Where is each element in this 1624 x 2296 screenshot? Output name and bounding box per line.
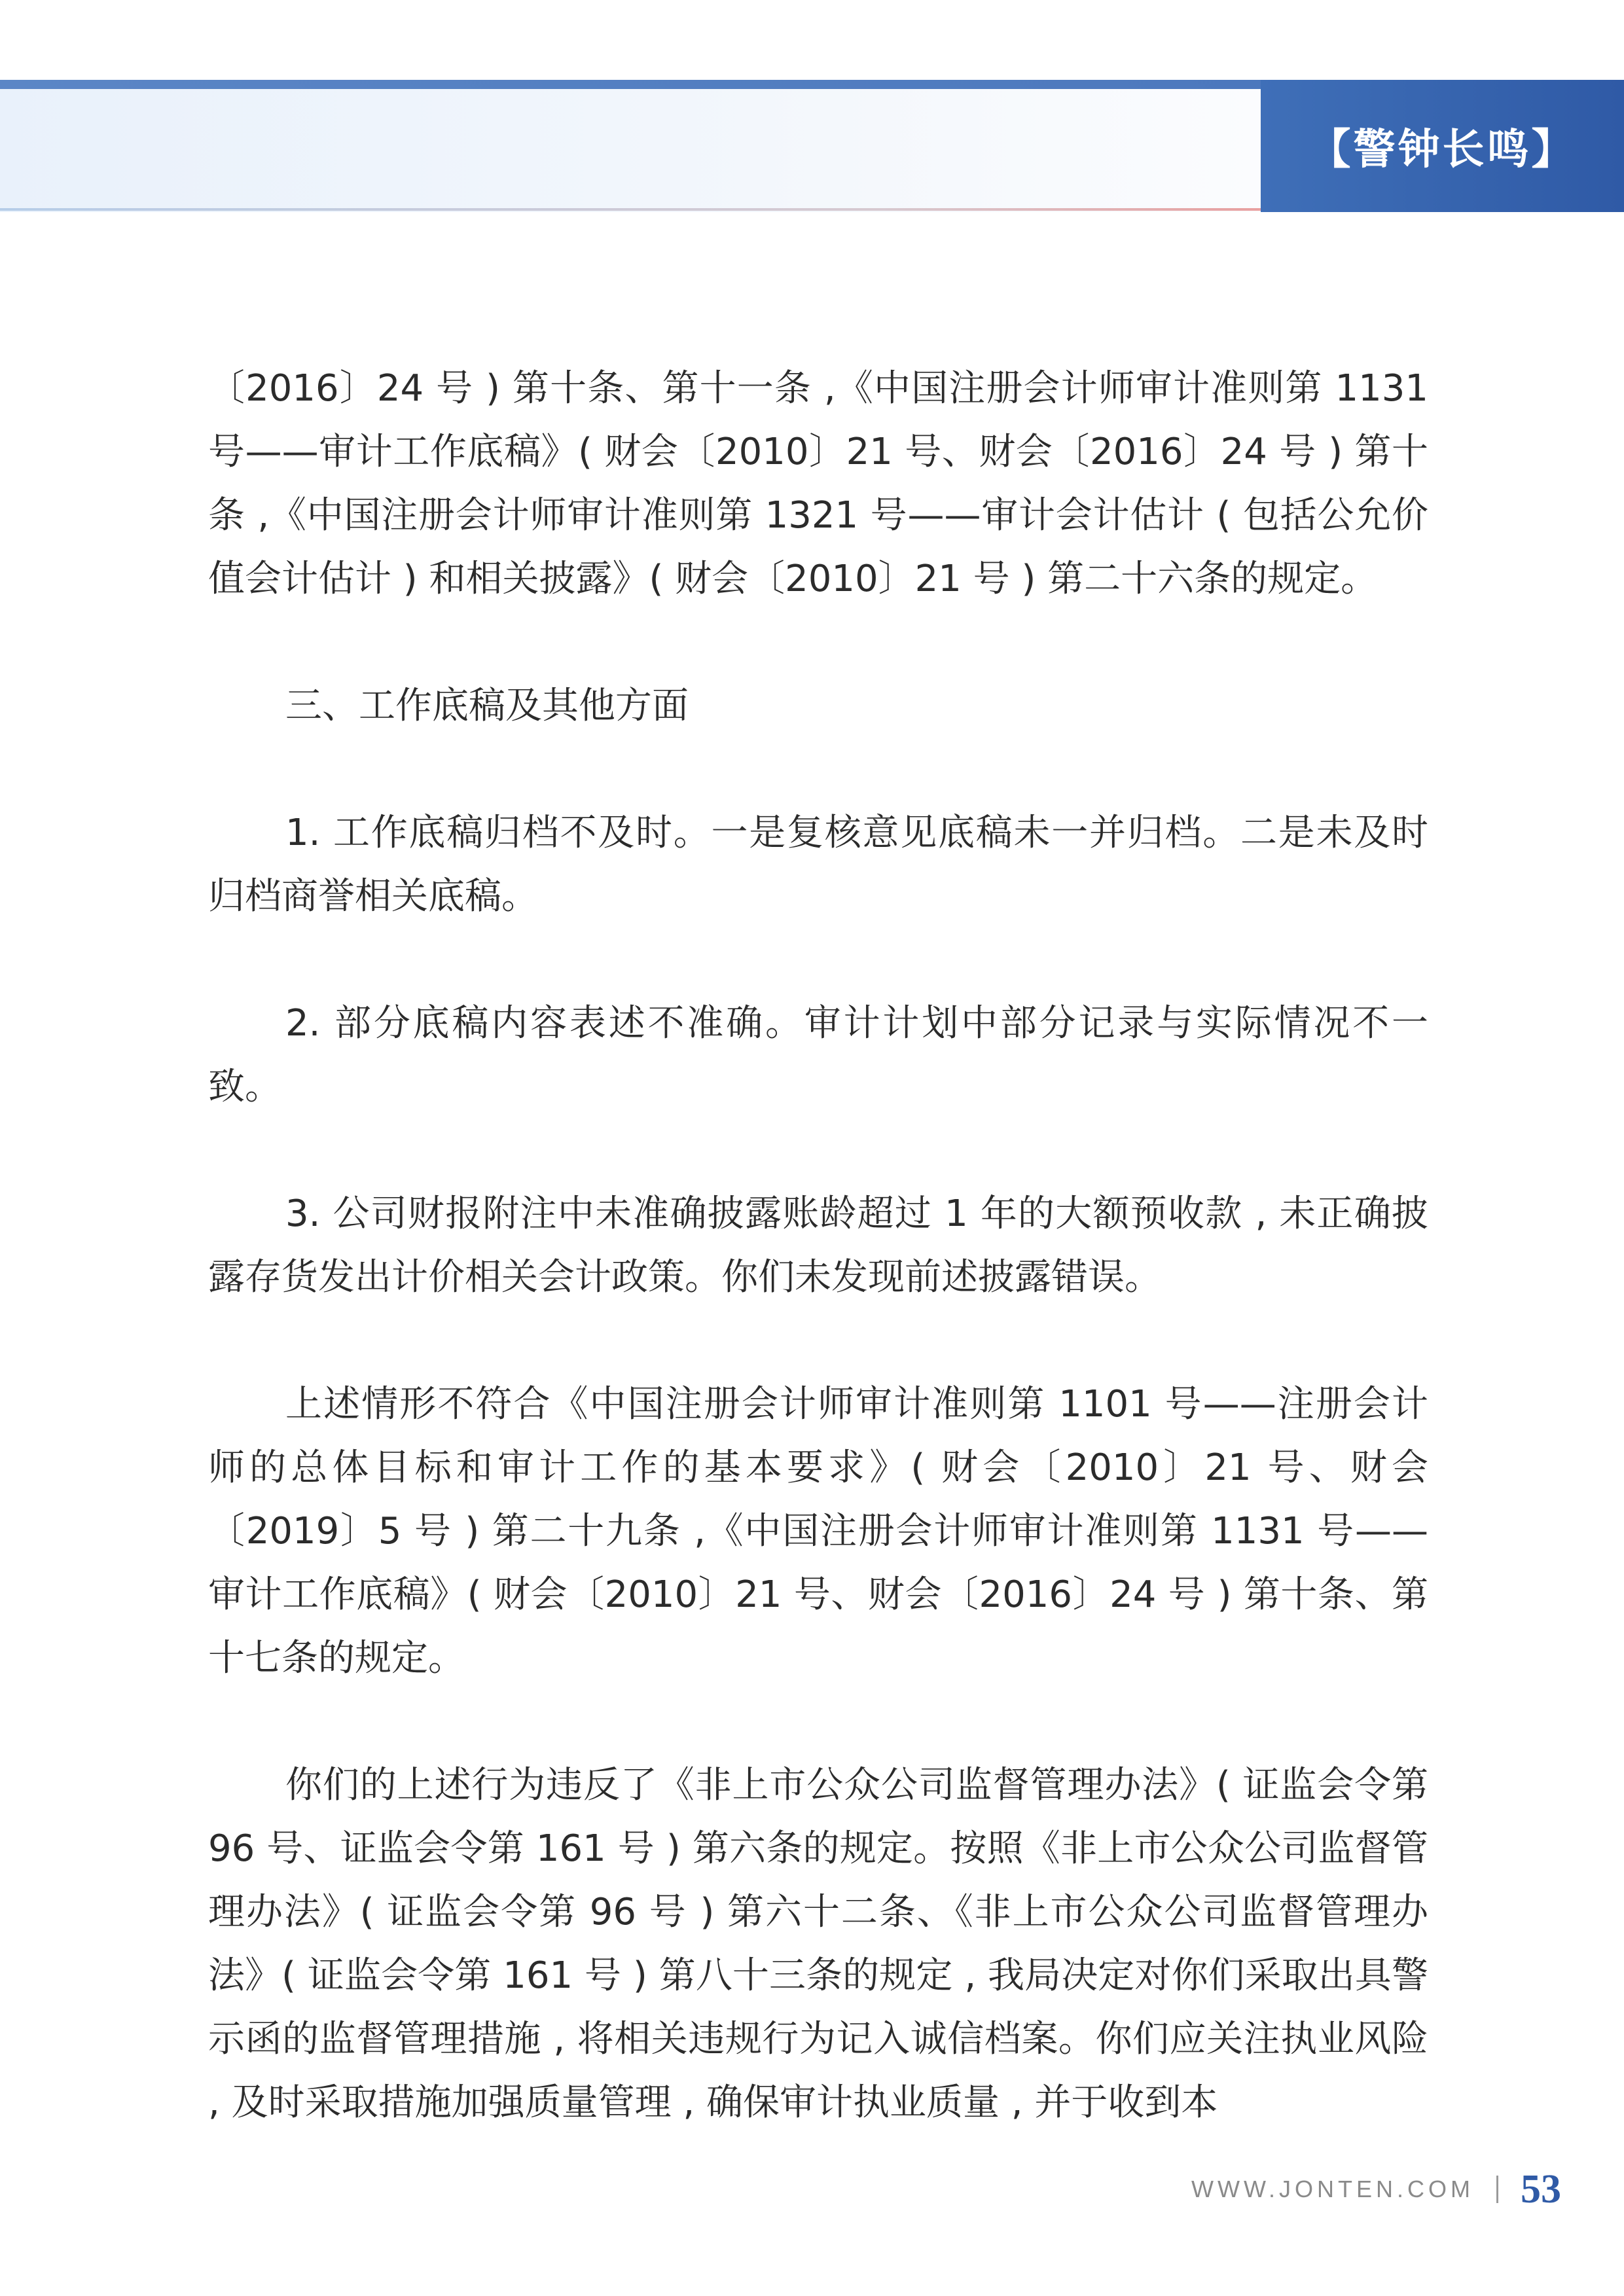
paragraph-item-3: 3. 公司财报附注中未准确披露账龄超过 1 年的大额预收款 , 未正确披露存货发出计价相关会计政策。你们未发现前述披露错误。: [208, 1193, 1428, 1299]
header-top-rule: [0, 80, 1261, 89]
section-heading: 三、工作底稿及其他方面: [285, 685, 689, 727]
paragraph-violation-summary: 上述情形不符合《中国注册会计师审计准则第 1101 号——注册会计师的总体目标和审计工作的基本要求》( 财会〔2010〕21 号、财会〔2019〕5 号 ) 第二十九条 ,《中国注册会计师审计准则第 1131 号——审计工作底稿》( 财会〔2010〕21 号、财会〔2016〕24 号 ) 第十条、第十七条的规定。: [208, 1383, 1428, 1679]
paragraph-continuation: 〔2016〕24 号 ) 第十条、第十一条 ,《中国注册会计师审计准则第 1131 号——审计工作底稿》( 财会〔2010〕21 号、财会〔2016〕24 号 ) 第十条 ,《中国注册会计师审计准则第 1321 号——审计会计估计 ( 包括公允价值会计估计 ) 和相关披露》( 财会〔2010〕21 号 ) 第二十六条的规定。: [208, 367, 1428, 600]
footer-divider: [1496, 2176, 1498, 2203]
page-number: 53: [1521, 2166, 1561, 2212]
header-bottom-rule: [0, 208, 1261, 211]
paragraph-item-2: 2. 部分底稿内容表述不准确。审计计划中部分记录与实际情况不一致。: [208, 1002, 1428, 1108]
header-band: [0, 80, 1261, 212]
section-tag: [1261, 80, 1624, 212]
footer-website: WWW.JONTEN.COM: [1191, 2176, 1474, 2202]
paragraph-item-1: 1. 工作底稿归档不及时。一是复核意见底稿未一并归档。二是未及时归档商誉相关底稿。: [208, 812, 1428, 918]
section-tag-label: 【警钟长鸣】: [1308, 125, 1576, 174]
page-footer: [1191, 2163, 1561, 2215]
body-text: [208, 357, 1428, 2198]
paragraph-decision: 你们的上述行为违反了《非上市公众公司监督管理办法》( 证监会令第 96 号、证监会令第 161 号 ) 第六条的规定。按照《非上市公众公司监督管理办法》( 证监会令第 96 号 ) 第六十二条、《非上市公众公司监督管理办法》( 证监会令第 161 号 ) 第八十三条的规定 , 我局决定对你们采取出具警示函的监督管理措施 , 将相关违规行为记入诚信档案。你们应关注执业风险 , 及时采取措施加强质量管理 , 确保审计执业质量 , 并于收到本: [208, 1764, 1428, 2124]
